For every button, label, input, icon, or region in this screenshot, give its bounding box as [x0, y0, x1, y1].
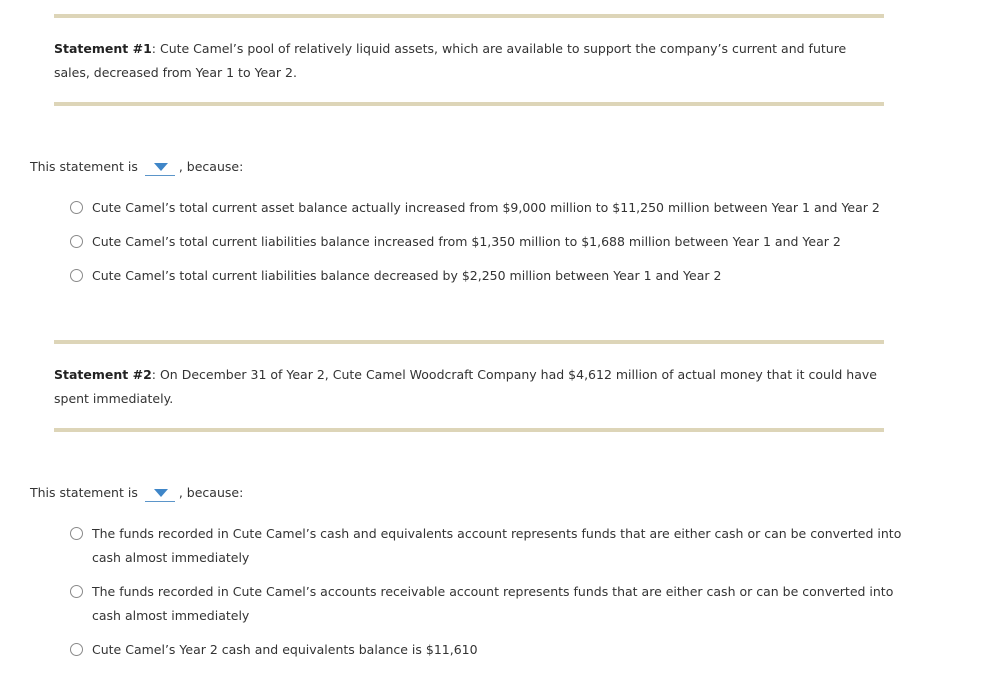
question-2-option-2[interactable] [70, 580, 910, 628]
question-2-option-3[interactable] [70, 638, 910, 662]
question-2-prefix: This statement is [30, 485, 138, 500]
divider-bottom-statement-2 [54, 428, 884, 432]
question-2-prompt [30, 483, 243, 503]
option-label: The funds recorded in Cute Camel’s cash and equivalents account represents funds that are either cash or can be converted into cash almost immediately [92, 526, 902, 565]
question-1-suffix: , because: [178, 159, 244, 174]
divider-top-statement-1 [54, 14, 884, 18]
question-1-prefix: This statement is [30, 159, 138, 174]
statement-2-label: Statement #2 [54, 367, 152, 382]
divider-top-statement-2 [54, 340, 884, 344]
radio-button-icon[interactable] [70, 269, 83, 282]
statement-2 [54, 363, 884, 411]
radio-button-icon[interactable] [70, 643, 83, 656]
radio-button-icon[interactable] [70, 527, 83, 540]
option-label: The funds recorded in Cute Camel’s accounts receivable account represents funds that are either cash or can be converted into cash almost immediately [92, 584, 894, 623]
question-2-true-false-dropdown[interactable] [145, 485, 175, 502]
question-2-option-1[interactable] [70, 522, 910, 570]
statement-1-text: : Cute Camel’s pool of relatively liquid assets, which are available to support the company’s current and future sales, decreased from Year 1 to Year 2. [54, 41, 847, 80]
option-label: Cute Camel’s total current liabilities balance decreased by $2,250 million between Year 1 and Year 2 [92, 268, 722, 283]
chevron-down-icon [154, 163, 168, 171]
question-1-option-1[interactable] [70, 196, 910, 220]
statement-2-text: : On December 31 of Year 2, Cute Camel Woodcraft Company had $4,612 million of actual money that it could have spent immediately. [54, 367, 877, 406]
option-label: Cute Camel’s Year 2 cash and equivalents balance is $11,610 [92, 642, 478, 657]
radio-button-icon[interactable] [70, 235, 83, 248]
statement-1-label: Statement #1 [54, 41, 152, 56]
question-1-option-3[interactable] [70, 264, 910, 288]
radio-button-icon[interactable] [70, 585, 83, 598]
statement-1 [54, 37, 884, 85]
option-label: Cute Camel’s total current liabilities balance increased from $1,350 million to $1,688 million between Year 1 and Year 2 [92, 234, 841, 249]
question-2-suffix: , because: [178, 485, 244, 500]
radio-button-icon[interactable] [70, 201, 83, 214]
option-label: Cute Camel’s total current asset balance actually increased from $9,000 million to $11,250 million between Year 1 and Year 2 [92, 200, 880, 215]
divider-bottom-statement-1 [54, 102, 884, 106]
question-1-prompt [30, 157, 243, 177]
chevron-down-icon [154, 489, 168, 497]
question-1-true-false-dropdown[interactable] [145, 159, 175, 176]
question-1-option-2[interactable] [70, 230, 910, 254]
